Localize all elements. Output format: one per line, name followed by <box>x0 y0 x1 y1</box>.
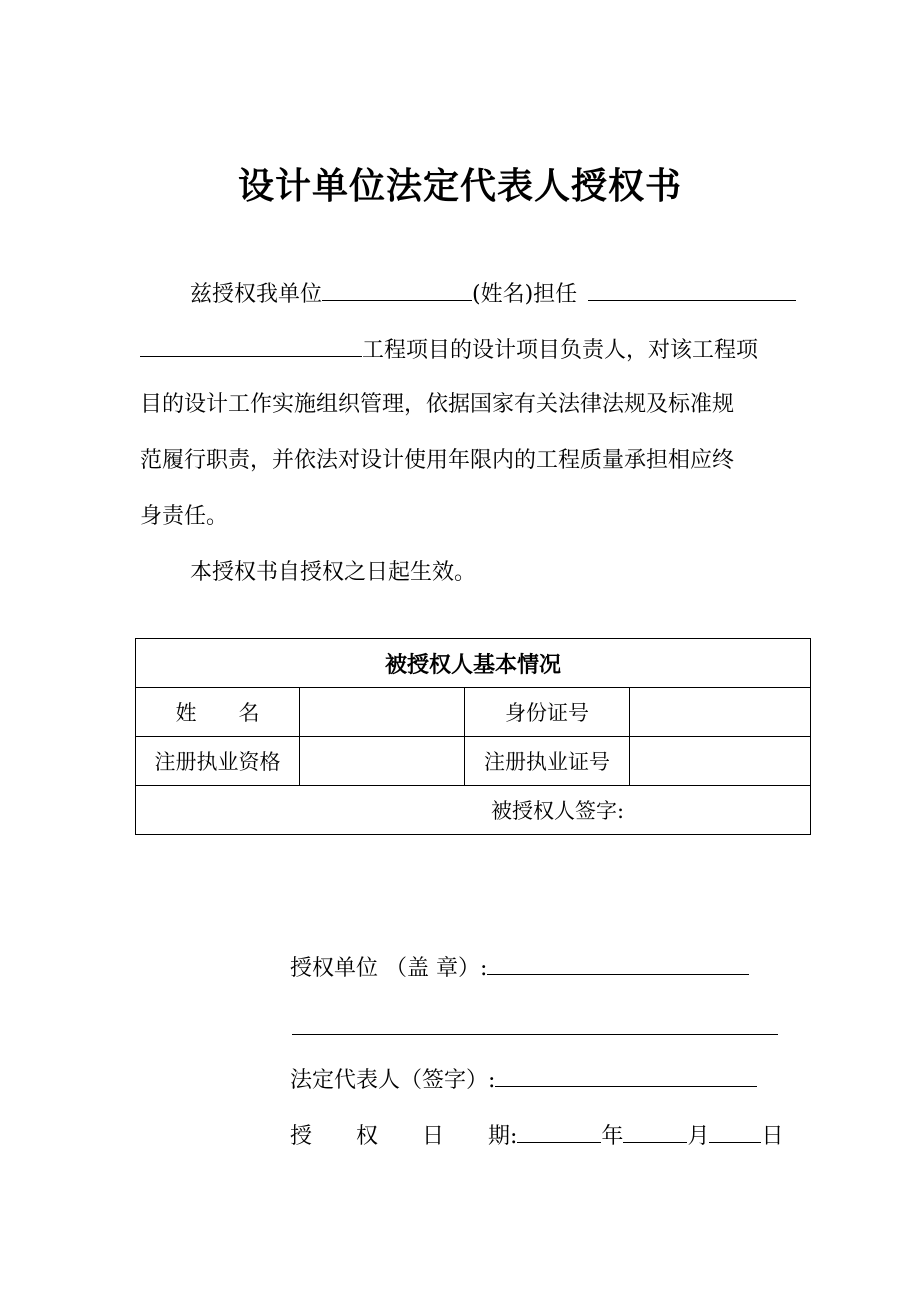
id-value-cell[interactable] <box>630 688 811 737</box>
paragraph-line-2 <box>140 334 758 366</box>
certificate-value-cell[interactable] <box>630 737 811 786</box>
date-label: 授 权 日 期: <box>290 1124 518 1149</box>
project-blank-2[interactable] <box>140 334 362 357</box>
month-blank[interactable] <box>623 1120 687 1143</box>
signature-label: 被授权人签字: <box>491 799 625 823</box>
qualification-label: 注册执业资格 <box>136 737 300 786</box>
legal-rep-label: 法定代表人（签字）: <box>290 1068 496 1093</box>
name-label: 姓 名 <box>136 688 300 737</box>
text-name-serve: (姓名)担任 <box>472 282 578 307</box>
name-blank[interactable] <box>322 278 472 301</box>
paragraph-line-4: 范履行职责，并依法对设计使用年限内的工程质量承担相应终 <box>140 448 735 473</box>
table-header: 被授权人基本情况 <box>136 639 811 688</box>
certificate-label: 注册执业证号 <box>465 737 630 786</box>
year-blank[interactable] <box>517 1120 601 1143</box>
text-authorize-unit: 兹授权我单位 <box>190 282 323 307</box>
authorizing-unit-row <box>290 952 749 984</box>
day-blank[interactable] <box>709 1120 761 1143</box>
legal-rep-signature-blank[interactable] <box>495 1064 757 1087</box>
day-label: 日 <box>761 1124 784 1149</box>
authorized-person-table <box>135 638 811 835</box>
year-label: 年 <box>601 1124 624 1149</box>
month-label: 月 <box>687 1124 710 1149</box>
paragraph-line-5: 身责任。 <box>140 504 229 529</box>
authorizing-unit-blank-2[interactable] <box>292 1012 778 1035</box>
qualification-value-cell[interactable] <box>300 737 465 786</box>
signature-cell[interactable] <box>136 786 811 835</box>
paragraph-effective: 本授权书自授权之日起生效。 <box>190 560 477 585</box>
paragraph-line-1 <box>190 278 796 310</box>
date-row <box>290 1120 783 1152</box>
name-value-cell[interactable] <box>300 688 465 737</box>
authorizing-unit-blank[interactable] <box>487 952 749 975</box>
authorizing-unit-label: 授权单位 （盖 章）: <box>290 956 488 981</box>
text-project-lead: 工程项目的设计项目负责人，对该工程项 <box>362 338 759 363</box>
document-title: 设计单位法定代表人授权书 <box>237 165 682 207</box>
id-label: 身份证号 <box>465 688 630 737</box>
paragraph-line-3: 目的设计工作实施组织管理，依据国家有关法律法规及标准规 <box>140 392 735 417</box>
project-blank-1[interactable] <box>588 278 796 301</box>
legal-rep-row <box>290 1064 757 1096</box>
